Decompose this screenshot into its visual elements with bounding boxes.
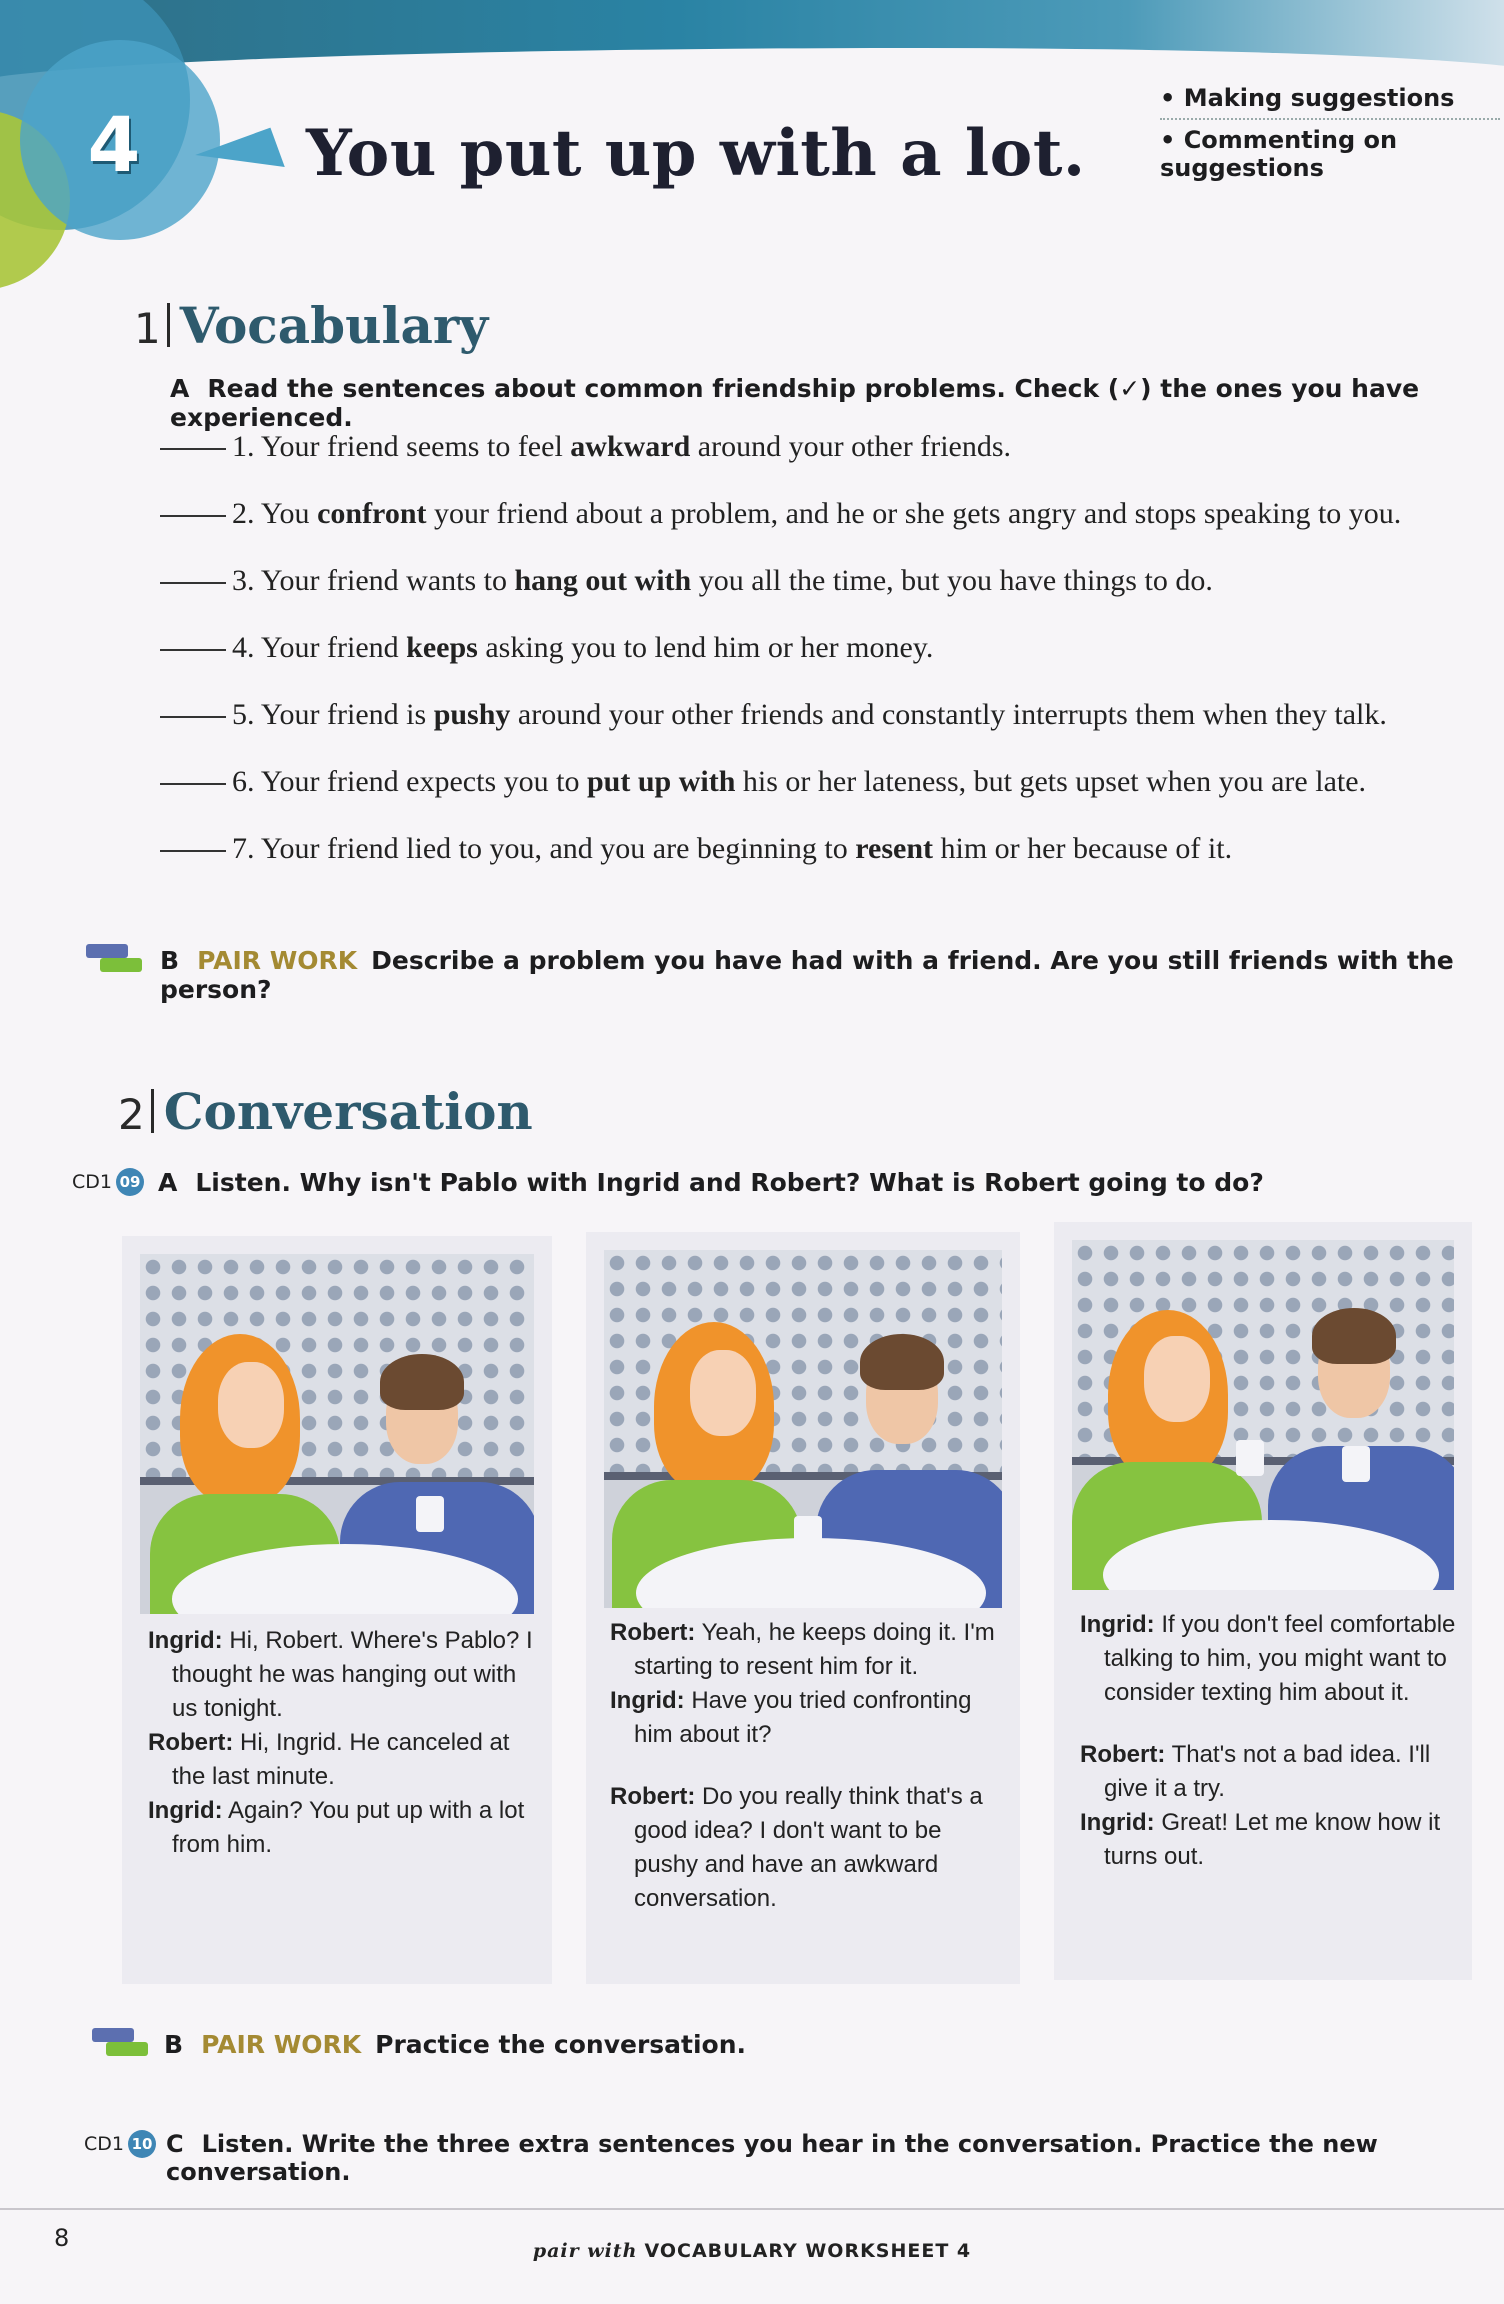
line-text: If you don't feel comfortable talking to him, you might want to consider texting him about it. <box>1104 1611 1456 1706</box>
item-text-pre: 3. Your friend wants to <box>232 564 515 597</box>
check-blank[interactable] <box>160 716 226 718</box>
vocabulary-item <box>160 631 1480 698</box>
dialogue-line <box>148 1794 540 1862</box>
speaker-name: Ingrid: <box>1080 1611 1155 1638</box>
dialogue-text <box>1080 1608 1462 1874</box>
dialogue-line <box>610 1616 1006 1684</box>
instruction-text: Listen. Write the three extra sentences you hear in the conversation. Practice the new conversation. <box>166 2130 1378 2186</box>
item-keyword: pushy <box>433 698 511 731</box>
dialogue-line <box>148 1624 540 1726</box>
instruction-text: Listen. Why isn't Pablo with Ingrid and Robert? What is Robert going to do? <box>195 1168 1264 1197</box>
line-text: Do you really think that's a good idea? I don't want to be pushy and have an awkward conversation. <box>634 1783 983 1912</box>
check-blank[interactable] <box>160 783 226 785</box>
line-text: Yeah, he keeps doing it. I'm starting to resent him for it. <box>634 1619 995 1680</box>
item-keyword: hang out with <box>514 564 692 597</box>
conversation-instruction-c <box>166 2130 1504 2186</box>
exercise-letter: B <box>164 2030 184 2059</box>
worksheet-reference[interactable]: VOCABULARY WORKSHEET 4 <box>644 2240 972 2262</box>
comic-panel-3 <box>1054 1222 1472 1980</box>
comic-panel-1 <box>122 1236 552 1984</box>
section-divider <box>167 303 170 347</box>
item-text-post: him or her because of it. <box>933 832 1233 865</box>
vocabulary-list <box>160 430 1480 899</box>
pair-work-label: PAIR WORK <box>197 946 358 975</box>
speaker-name: Ingrid: <box>610 1687 685 1714</box>
speaker-name: Ingrid: <box>1080 1809 1155 1836</box>
speaker-name: Robert: <box>610 1619 696 1646</box>
item-text-post: around your other friends and constantly interrupts them when they talk. <box>510 698 1387 731</box>
item-text-pre: 5. Your friend is <box>232 698 434 731</box>
dialogue-spacer <box>1080 1710 1462 1738</box>
check-blank[interactable] <box>160 515 226 517</box>
exercise-letter: A <box>158 1168 178 1197</box>
section-vocabulary-title <box>134 296 488 355</box>
item-text-pre: 2. You <box>232 497 318 530</box>
check-blank[interactable] <box>160 850 226 852</box>
instruction-text: Read the sentences about common friendship problems. Check (✓) the ones you have experienced. <box>170 374 1420 432</box>
pair-work-label: PAIR WORK <box>201 2030 362 2059</box>
speaker-name: Ingrid: <box>148 1627 223 1654</box>
item-keyword: keeps <box>406 631 478 664</box>
dialogue-line <box>1080 1806 1462 1874</box>
line-text: Hi, Robert. Where's Pablo? I thought he was hanging out with us tonight. <box>172 1627 533 1722</box>
pair-work-icon <box>86 944 142 974</box>
pair-with-label: pair with <box>532 2240 638 2262</box>
section-number: 2 <box>118 1090 145 1139</box>
goal-commenting-on-suggestions: • Commenting on suggestions <box>1160 118 1500 188</box>
item-keyword: resent <box>855 832 934 865</box>
audio-track-tag[interactable] <box>84 2130 156 2158</box>
footer-divider <box>0 2208 1504 2210</box>
line-text: Hi, Ingrid. He canceled at the last minute. <box>172 1729 510 1790</box>
item-text-post: around your other friends. <box>690 430 1012 463</box>
item-keyword: put up with <box>586 765 736 798</box>
speaker-name: Robert: <box>1080 1741 1166 1768</box>
dialogue-line <box>610 1780 1006 1916</box>
exercise-letter: A <box>170 374 190 403</box>
dialogue-line <box>148 1726 540 1794</box>
pair-work-icon <box>92 2028 148 2058</box>
speaker-name: Robert: <box>148 1729 234 1756</box>
dialogue-text <box>148 1624 540 1862</box>
item-text-post: asking you to lend him or her money. <box>477 631 934 664</box>
vocabulary-item <box>160 765 1480 832</box>
item-keyword: awkward <box>570 430 691 463</box>
comic-illustration <box>1072 1240 1454 1590</box>
exercise-letter: B <box>160 946 180 975</box>
speaker-name: Ingrid: <box>148 1797 223 1824</box>
track-number: 10 <box>128 2130 156 2158</box>
instruction-text: Practice the conversation. <box>375 2030 747 2059</box>
item-text-pre: 4. Your friend <box>232 631 407 664</box>
cd-label: CD1 <box>72 1171 112 1193</box>
item-keyword: confront <box>317 497 427 530</box>
dialogue-spacer <box>610 1752 1006 1780</box>
track-number: 09 <box>116 1168 144 1196</box>
vocabulary-item <box>160 564 1480 631</box>
check-blank[interactable] <box>160 649 226 651</box>
vocabulary-item <box>160 430 1480 497</box>
section-number: 1 <box>134 304 161 353</box>
conversation-instruction-b <box>164 2030 746 2059</box>
item-text-pre: 6. Your friend expects you to <box>232 765 587 798</box>
section-conversation-title <box>118 1082 533 1141</box>
goal-making-suggestions: • Making suggestions <box>1160 84 1455 112</box>
vocabulary-item <box>160 497 1480 564</box>
dialogue-text <box>610 1616 1006 1916</box>
vocabulary-item <box>160 832 1480 899</box>
check-blank[interactable] <box>160 582 226 584</box>
line-text: That's not a bad idea. I'll give it a try. <box>1104 1741 1431 1802</box>
dialogue-line <box>1080 1738 1462 1806</box>
item-text-pre: 1. Your friend seems to feel <box>232 430 571 463</box>
speaker-name: Robert: <box>610 1783 696 1810</box>
dialogue-line <box>1080 1608 1462 1710</box>
check-blank[interactable] <box>160 448 226 450</box>
item-text-post: his or her lateness, but gets upset when you are late. <box>735 765 1367 798</box>
vocabulary-item <box>160 698 1480 765</box>
line-text: Great! Let me know how it turns out. <box>1104 1809 1441 1870</box>
instruction-text: Describe a problem you have had with a friend. Are you still friends with the person? <box>160 946 1454 1004</box>
dialogue-line <box>610 1684 1006 1752</box>
comic-panel-2 <box>586 1232 1020 1984</box>
comic-illustration <box>604 1250 1002 1608</box>
section-name: Vocabulary <box>179 296 489 355</box>
item-text-post: you all the time, but you have things to do. <box>691 564 1213 597</box>
cd-label: CD1 <box>84 2133 124 2155</box>
conversation-instruction-a <box>158 1168 1264 1197</box>
page-number: 8 <box>54 2224 70 2252</box>
audio-track-tag[interactable] <box>72 1168 144 1196</box>
item-text-post: your friend about a problem, and he or she gets angry and stops speaking to you. <box>426 497 1402 530</box>
comic-illustration <box>140 1254 534 1614</box>
section-name: Conversation <box>163 1082 533 1141</box>
exercise-letter: C <box>166 2130 184 2158</box>
item-text-pre: 7. Your friend lied to you, and you are beginning to <box>232 832 856 865</box>
line-text: Again? You put up with a lot from him. <box>172 1797 525 1858</box>
footer-reference <box>0 2240 1504 2262</box>
vocabulary-instruction-b <box>160 946 1504 1004</box>
section-divider <box>151 1089 154 1133</box>
unit-title: You put up with a lot. <box>306 116 1086 191</box>
vocabulary-instruction-a <box>170 374 1504 432</box>
line-text: Have you tried confronting him about it? <box>634 1687 972 1748</box>
unit-number: 4 <box>87 100 141 189</box>
unit-goals <box>1160 78 1500 188</box>
